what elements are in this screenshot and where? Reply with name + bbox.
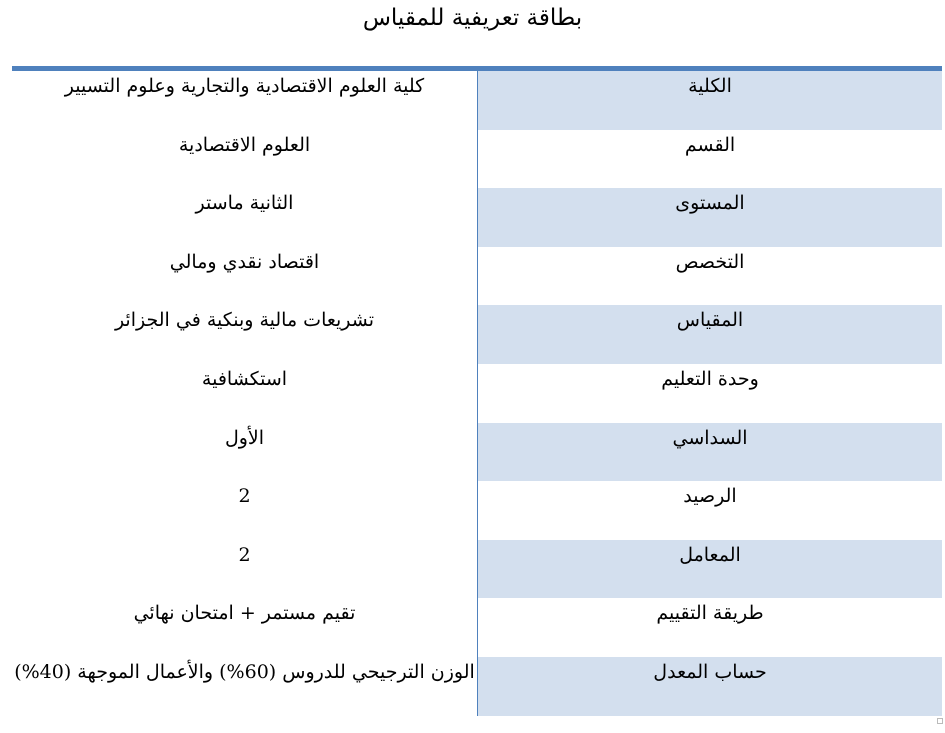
table-row <box>12 364 942 423</box>
document-title: بطاقة تعريفية للمقياس <box>362 5 583 31</box>
row-value: الثانية ماستر <box>12 188 477 247</box>
row-label: وحدة التعليم <box>477 364 942 423</box>
row-label: حساب المعدل <box>477 657 942 716</box>
row-label: التخصص <box>477 247 942 306</box>
row-label: طريقة التقييم <box>477 598 942 657</box>
row-label: المعامل <box>477 540 942 599</box>
row-label: القسم <box>477 130 942 189</box>
row-label: الكلية <box>477 71 942 130</box>
row-value: اقتصاد نقدي ومالي <box>12 247 477 306</box>
table-row <box>12 71 942 130</box>
table-row <box>12 188 942 247</box>
row-value: الأول <box>12 423 477 482</box>
table-row <box>12 657 942 716</box>
table-row <box>12 481 942 540</box>
row-label: السداسي <box>477 423 942 482</box>
row-value: كلية العلوم الاقتصادية والتجارية وعلوم التسيير <box>12 71 477 130</box>
table-row <box>12 247 942 306</box>
row-value: تشريعات مالية وبنكية في الجزائر <box>12 305 477 364</box>
row-value: العلوم الاقتصادية <box>12 130 477 189</box>
row-label: المقياس <box>477 305 942 364</box>
row-value: 2 <box>12 540 477 599</box>
table-row <box>12 305 942 364</box>
row-label: الرصيد <box>477 481 942 540</box>
table-row <box>12 540 942 599</box>
row-value: تقيم مستمر + امتحان نهائي <box>12 598 477 657</box>
row-value: الوزن الترجيحي للدروس (60%) والأعمال الموجهة (40%) <box>12 657 477 716</box>
row-value: استكشافية <box>12 364 477 423</box>
table-row <box>12 423 942 482</box>
table-row <box>12 130 942 189</box>
row-label: المستوى <box>477 188 942 247</box>
table-row <box>12 598 942 657</box>
row-value: 2 <box>12 481 477 540</box>
info-table <box>12 71 942 716</box>
table-resize-handle[interactable] <box>937 718 943 724</box>
